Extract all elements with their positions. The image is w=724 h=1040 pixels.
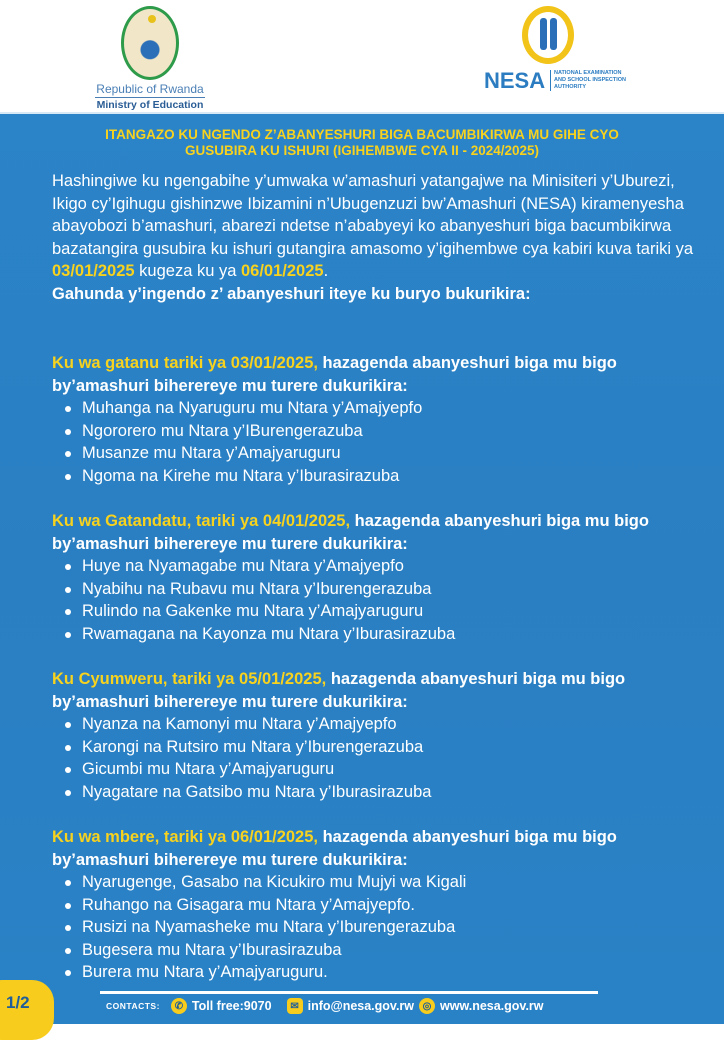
list-item: Nyarugenge, Gasabo na Kicukiro mu Mujyi wa Kigali (52, 871, 712, 894)
list-item: Burera mu Ntara y’Amajyaruguru. (52, 961, 712, 984)
section-day: Ku Cyumweru, tariki ya 05/01/2025, (52, 670, 327, 688)
intro-text: Hashingiwe ku ngengabihe y’umwaka w’amashuri yatangajwe na Minisiteri y’Uburezi, Ikigo cy’Igihugu gishinzwe Ibizamini n’Ubugenzuzi bw’Amashuri (NESA) kiramenyesha abayobozi b’amashuri, abarezi ndetse n’ababyeyi ko abanyeshuri biga bacumbikirwa bazatangira gusubira ku ishuri gutangira amasomo y’igihembwe cya kabiri kuva tariki ya (52, 172, 694, 258)
footer-contacts (106, 998, 544, 1014)
list-item: Muhanga na Nyaruguru mu Ntara y’Amajyepfo (52, 397, 712, 420)
list-item: Ruhango na Gisagara mu Ntara y’Amajyepfo. (52, 894, 712, 917)
intro-paragraph (52, 170, 712, 305)
section-day: Ku wa Gatandatu, tariki ya 04/01/2025, (52, 512, 351, 530)
list-item: Nyabihu na Rubavu mu Ntara y’Iburengerazuba (52, 578, 712, 601)
section-day: Ku wa gatanu tariki ya 03/01/2025, (52, 354, 318, 372)
email-link[interactable]: info@nesa.gov.rw (307, 999, 415, 1013)
list-item: Ngoma na Kirehe mu Ntara y’Iburasirazuba (52, 465, 712, 488)
list-item: Rulindo na Gakenke mu Ntara y’Amajyaruguru (52, 600, 712, 623)
intro-end: . (323, 262, 329, 280)
start-date: 03/01/2025 (52, 262, 135, 280)
ministry-logo (95, 6, 205, 111)
list-item: Bugesera mu Ntara y’Iburasirazuba (52, 939, 712, 962)
title-line2: GUSUBIRA KU ISHURI (IGIHEMBWE CYA II - 2024/2025) (184, 143, 540, 158)
section-day: Ku wa mbere, tariki ya 06/01/2025, (52, 828, 318, 846)
globe-icon: ◎ (419, 998, 435, 1014)
list-item: Musanze mu Ntara y’Amajyaruguru (52, 442, 712, 465)
section-desc: hazagenda abanyeshuri biga mu bigo by’amashuri biherereye mu turere dukurikira: (52, 828, 617, 869)
nesa-wordmark: NESA (484, 68, 546, 93)
list-item: Nyanza na Kamonyi mu Ntara y’Amajyepfo (52, 713, 712, 736)
section-desc: hazagenda abanyeshuri biga mu bigo by’amashuri biherereye mu turere dukurikira: (52, 512, 649, 553)
footer-divider (100, 991, 598, 994)
section-day1 (52, 352, 712, 487)
schedule-intro: Gahunda y’ingendo z’ abanyeshuri iteye ku buryo bukurikira: (52, 284, 531, 303)
page-number-badge (0, 980, 54, 1040)
mail-icon: ✉ (287, 998, 303, 1014)
rwanda-seal-icon (121, 6, 179, 80)
list-item: Rwamagana na Kayonza mu Ntara y’Iburasirazuba (52, 623, 712, 646)
ministry-line1: Republic of Rwanda (96, 82, 204, 96)
contacts-label: CONTACTS: (106, 1001, 160, 1011)
ministry-line2: Ministry of Education (96, 99, 204, 111)
section-desc: hazagenda abanyeshuri biga mu bigo by’amashuri biherereye mu turere dukurikira: (52, 354, 617, 395)
list-item: Gicumbi mu Ntara y’Amajyaruguru (52, 758, 712, 781)
section-desc: hazagenda abanyeshuri biga mu bigo by’amashuri biherereye mu turere dukurikira: (52, 670, 626, 711)
page-title (0, 127, 724, 159)
page-number: 1/2 (6, 993, 30, 1012)
list-item: Karongi na Rutsiro mu Ntara y’Iburengerazuba (52, 736, 712, 759)
list-item: Nyagatare na Gatsibo mu Ntara y’Iburasirazuba (52, 781, 712, 804)
list-item: Huye na Nyamagabe mu Ntara y’Amajyepfo (52, 555, 712, 578)
intro-mid: kugeza ku ya (134, 262, 241, 280)
section-day4 (52, 826, 712, 984)
phone-icon: ✆ (171, 998, 187, 1014)
section-day2 (52, 510, 712, 645)
nesa-fullname: NATIONAL EXAMINATION AND SCHOOL INSPECTION AUTHORITY (550, 70, 630, 91)
nesa-emblem-icon (522, 6, 574, 64)
title-line1: ITANGAZO KU NGENDO Z’ABANYESHURI BIGA BACUMBIKIRWA MU GIHE CYO (105, 127, 619, 142)
section-day3 (52, 668, 712, 803)
list-item: Ngororero mu Ntara y’IBurengerazuba (52, 420, 712, 443)
end-date: 06/01/2025 (241, 262, 324, 280)
website-link[interactable]: www.nesa.gov.rw (440, 999, 544, 1013)
phone-number: Toll free:9070 (191, 999, 272, 1013)
list-item: Rusizi na Nyamasheke mu Ntara y’Iburengerazuba (52, 916, 712, 939)
header (0, 0, 724, 112)
